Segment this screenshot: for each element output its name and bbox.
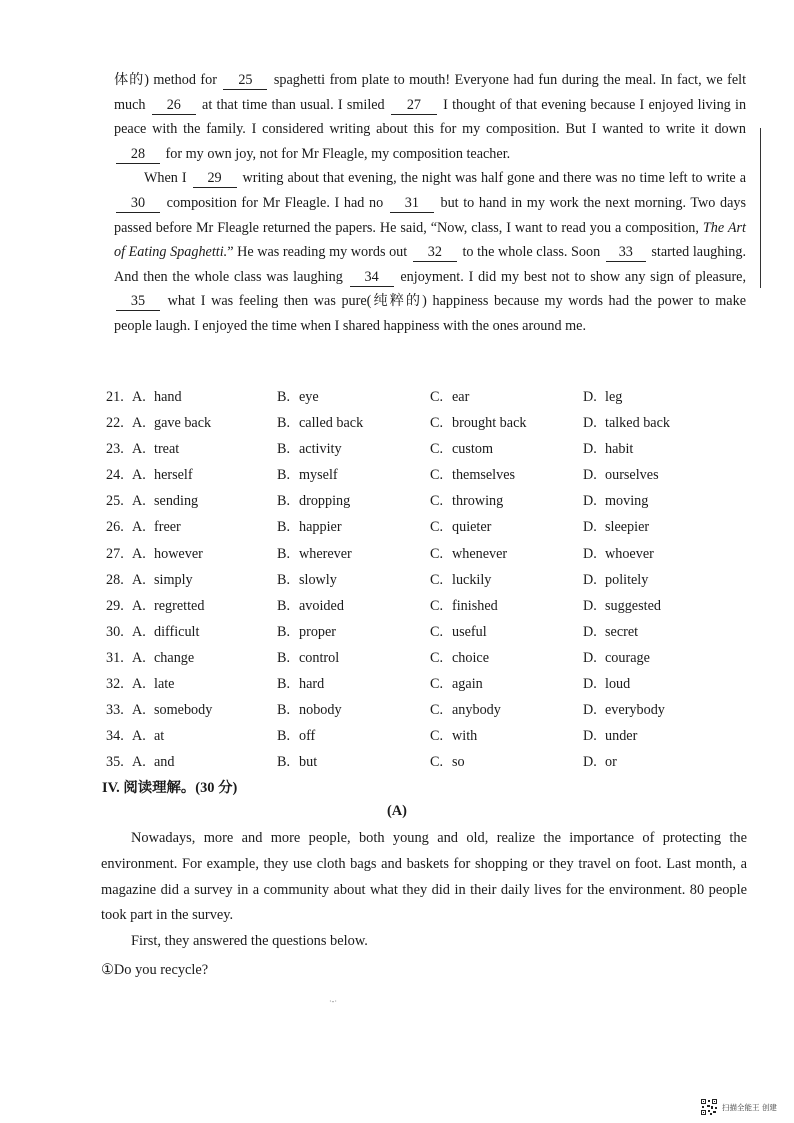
blank-28: 28 — [116, 146, 160, 164]
option-c: C. themselves — [430, 467, 516, 484]
option-row-22 — [106, 412, 756, 438]
option-b: B. avoided — [277, 597, 344, 614]
option-c: C. luckily — [430, 571, 492, 588]
option-row-27 — [106, 543, 756, 569]
blank-32: 32 — [413, 244, 457, 262]
question-number: 28. — [106, 571, 124, 588]
option-b: B. off — [277, 728, 316, 745]
option-b: B. nobody — [277, 702, 342, 719]
option-c: C. choice — [430, 649, 490, 666]
option-a: A. regretted — [132, 597, 205, 614]
option-c: C. anybody — [430, 702, 501, 719]
blank-35: 35 — [116, 293, 160, 311]
blank-29: 29 — [193, 170, 237, 188]
option-b: B. eye — [277, 389, 319, 405]
option-a: A. gave back — [132, 415, 212, 432]
option-b: B. myself — [277, 467, 338, 484]
option-a: A. however — [132, 545, 203, 562]
option-d: D. under — [583, 728, 638, 745]
option-row-30 — [106, 621, 756, 647]
option-d: D. habit — [583, 441, 634, 458]
option-b: B. dropping — [277, 493, 351, 510]
question-number: 31. — [106, 649, 124, 666]
option-d: D. ourselves — [583, 467, 659, 484]
page-edge-line — [760, 128, 761, 288]
question-number: 21. — [106, 389, 124, 405]
scanner-label: 扫描全能王 创建 — [722, 1102, 777, 1112]
option-d: D. talked back — [583, 415, 670, 432]
option-b: B. proper — [277, 623, 337, 640]
option-b: B. wherever — [277, 545, 352, 562]
option-row-29 — [106, 595, 756, 621]
option-row-25 — [106, 490, 756, 516]
option-b: B. hard — [277, 676, 325, 693]
blank-26: 26 — [152, 97, 196, 115]
option-row-21 — [106, 386, 756, 412]
option-row-31 — [106, 647, 756, 673]
option-b: B. control — [277, 649, 340, 666]
option-c: C. quieter — [430, 519, 492, 536]
blank-27: 27 — [391, 97, 437, 115]
option-a: A. treat — [132, 441, 180, 458]
option-a: A. change — [132, 649, 195, 666]
qr-code-icon — [700, 1098, 718, 1116]
option-row-33 — [106, 699, 756, 725]
reading-paragraph-2: First, they answered the questions below. — [131, 933, 368, 950]
option-c: C. so — [430, 754, 465, 771]
option-b: B. called back — [277, 415, 364, 432]
option-c: C. finished — [430, 597, 498, 614]
option-c: C. custom — [430, 441, 493, 458]
option-d: D. leg — [583, 389, 623, 405]
question-number: 33. — [106, 702, 124, 719]
option-d: D. loud — [583, 676, 631, 693]
blank-25: 25 — [223, 72, 267, 90]
option-d: D. politely — [583, 571, 649, 588]
question-number: 23. — [106, 441, 124, 458]
blank-30: 30 — [116, 195, 160, 213]
option-c: C. with — [430, 728, 478, 745]
option-row-23 — [106, 438, 756, 464]
option-d: D. whoever — [583, 545, 654, 562]
option-a: A. late — [132, 676, 175, 693]
reading-passage — [101, 826, 747, 955]
blank-33: 33 — [606, 244, 646, 262]
option-c: C. again — [430, 676, 483, 693]
part-title: (A) — [387, 803, 407, 819]
question-number: 32. — [106, 676, 124, 693]
option-a: A. at — [132, 728, 165, 745]
option-a: A. somebody — [132, 702, 213, 719]
blank-34: 34 — [350, 269, 394, 287]
option-c: C. ear — [430, 389, 470, 405]
question-number: 24. — [106, 467, 124, 484]
option-row-34 — [106, 725, 756, 751]
survey-question-1: ①Do you recycle? — [101, 962, 209, 978]
question-number: 29. — [106, 597, 124, 614]
option-b: B. happier — [277, 519, 342, 536]
option-d: D. sleepier — [583, 519, 650, 536]
option-a: A. difficult — [132, 623, 200, 640]
scan-speck: ·‐· — [329, 997, 337, 1006]
option-d: D. or — [583, 754, 617, 771]
option-a: A. freer — [132, 519, 181, 536]
question-number: 25. — [106, 493, 124, 510]
option-d: D. moving — [583, 493, 649, 510]
cloze-passage — [114, 68, 746, 339]
option-d: D. courage — [583, 649, 650, 666]
option-c: C. useful — [430, 623, 487, 640]
question-number: 35. — [106, 754, 124, 771]
section-heading: IV. 阅读理解。(30 分) — [102, 780, 238, 796]
option-d: D. secret — [583, 623, 639, 640]
option-a: A. simply — [132, 571, 193, 588]
reading-paragraph-1: Nowadays, more and more people, both young and old, realize the importance of protecting the environment. For example, they use cloth bags and baskets for shopping or they travel on foot. Last month, a magazine did a survey in a community about what they did in their daily lives for the environment. 80 people took part in the survey. — [101, 830, 747, 924]
blank-31: 31 — [390, 195, 434, 213]
option-d: D. suggested — [583, 597, 661, 614]
option-a: A. hand — [132, 389, 182, 405]
option-row-32 — [106, 673, 756, 699]
option-d: D. everybody — [583, 702, 665, 719]
cloze-paragraph-1: 体的) method for 25 spaghetti from plate to mouth! Everyone had fun during the meal. In fact, we felt much 26 at that time than usual. I smiled 27 I thought of that evening because I enjoyed living in peace with the family. I considered writing about this for my composition. But I wanted to write it down 28 for my own joy, not for Mr Fleagle, my composition teacher. — [114, 72, 747, 162]
composition-title: The Art of Eating Spaghetti. — [114, 219, 747, 261]
question-number: 30. — [106, 623, 124, 640]
option-b: B. activity — [277, 441, 342, 458]
question-number: 26. — [106, 519, 124, 536]
option-a: A. and — [132, 754, 175, 771]
option-c: C. whenever — [430, 545, 508, 562]
option-c: C. throwing — [430, 493, 504, 510]
option-row-26 — [106, 516, 756, 542]
cloze-paragraph-2: When I 29 writing about that evening, the night was half gone and there was no time left to write a 30 composition for Mr Fleagle. I had no 31 but to hand in my work the next morning. Two days passed before Mr Fleagle returned the papers. He said, “Now, class, I want to read you a composition, The Art of Eating Spaghetti.” He was reading my words out 32 to the whole class. Soon 33 started laughing. And then the whole class was laughing 34 enjoyment. I did my best not to show any sign of pleasure, 35 what I was feeling then was pure(纯粹的) happiness because my words had the power to make people laugh. I enjoyed the time when I shared happiness with the ones around me. — [114, 170, 747, 334]
option-c: C. brought back — [430, 415, 527, 432]
answer-options — [106, 386, 756, 777]
option-row-24 — [106, 464, 756, 490]
option-row-35 — [106, 751, 756, 777]
option-a: A. herself — [132, 467, 193, 484]
question-number: 34. — [106, 728, 124, 745]
option-a: A. sending — [132, 493, 199, 510]
option-b: B. slowly — [277, 571, 337, 588]
option-row-28 — [106, 569, 756, 595]
option-b: B. but — [277, 754, 318, 771]
question-number: 22. — [106, 415, 124, 432]
question-number: 27. — [106, 545, 124, 562]
scanner-watermark — [700, 1098, 777, 1116]
